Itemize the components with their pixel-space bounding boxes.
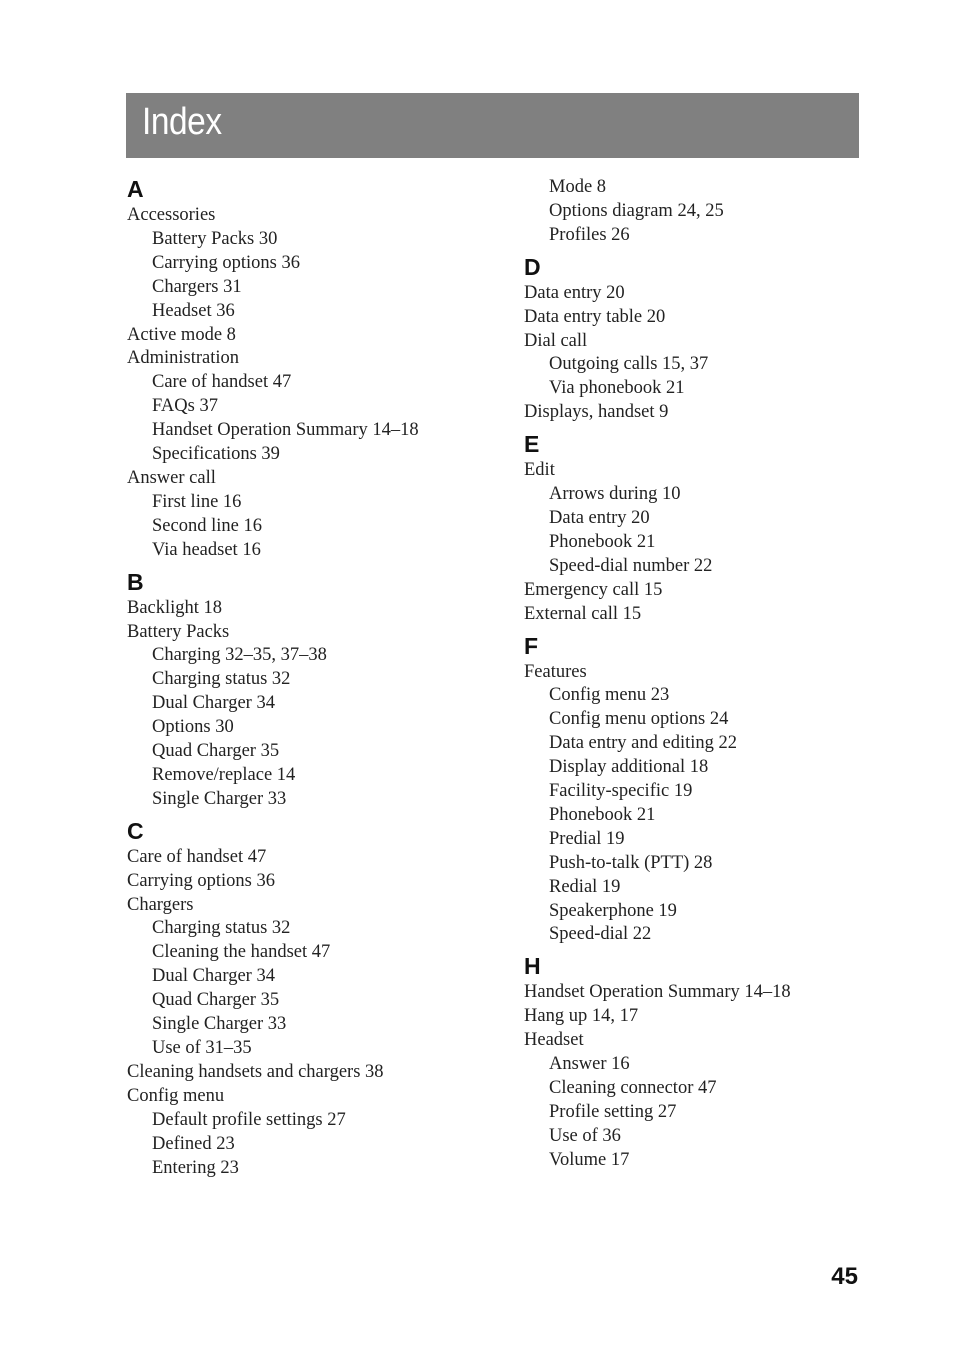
index-subentry: Dual Charger 34 bbox=[152, 966, 275, 987]
index-entry: Features bbox=[524, 661, 587, 682]
page-number: 45 bbox=[831, 1263, 858, 1290]
index-subentry: Handset Operation Summary 14–18 bbox=[152, 420, 419, 441]
index-entry: Backlight 18 bbox=[127, 597, 223, 618]
index-subentry: Speed-dial 22 bbox=[549, 924, 652, 945]
index-entry: Cleaning handsets and chargers 38 bbox=[127, 1061, 384, 1082]
index-subentry: Second line 16 bbox=[152, 515, 262, 536]
index-entry: Accessories bbox=[127, 205, 216, 225]
index-entry: Edit bbox=[524, 460, 555, 481]
section-letter: B bbox=[127, 568, 144, 595]
section-letter: H bbox=[524, 953, 541, 980]
index-subentry: Chargers 31 bbox=[152, 276, 242, 297]
index-subentry: Profiles 26 bbox=[549, 224, 630, 245]
index-subentry: Quad Charger 35 bbox=[152, 741, 280, 762]
index-entry: Handset Operation Summary 14–18 bbox=[524, 982, 791, 1003]
index-subentry: Dual Charger 34 bbox=[152, 693, 275, 714]
index-subentry: Cleaning the handset 47 bbox=[152, 942, 331, 963]
index-subentry: Headset 36 bbox=[152, 300, 235, 321]
index-entry: External call 15 bbox=[524, 603, 642, 624]
index-column-right bbox=[524, 176, 924, 1173]
index-subentry: Charging 32–35, 37–38 bbox=[152, 645, 327, 666]
index-subentry: Volume 17 bbox=[549, 1149, 630, 1170]
index-subentry: FAQs 37 bbox=[152, 396, 218, 417]
index-entry: Displays, handset 9 bbox=[524, 402, 669, 423]
index-entry: Emergency call 15 bbox=[524, 579, 663, 600]
index-subentry: Outgoing calls 15, 37 bbox=[549, 354, 709, 375]
index-entry: Administration bbox=[127, 348, 240, 369]
section-letter: D bbox=[524, 253, 541, 280]
index-subentry: Quad Charger 35 bbox=[152, 990, 280, 1011]
index-entry: Hang up 14, 17 bbox=[524, 1006, 639, 1027]
index-subentry: Via phonebook 21 bbox=[549, 378, 685, 399]
index-subentry: First line 16 bbox=[152, 491, 242, 512]
index-subentry: Predial 19 bbox=[549, 828, 625, 849]
index-entry: Care of handset 47 bbox=[127, 846, 267, 867]
index-subentry: Single Charger 33 bbox=[152, 1014, 287, 1035]
index-subentry: Speed-dial number 22 bbox=[549, 555, 713, 576]
index-subentry: Specifications 39 bbox=[152, 444, 280, 465]
index-subentry: Data entry and editing 22 bbox=[549, 733, 738, 754]
index-subentry: Mode 8 bbox=[549, 177, 607, 197]
index-subentry: Via headset 16 bbox=[152, 539, 261, 560]
index-subentry: Charging status 32 bbox=[152, 669, 291, 690]
index-entry: Data entry table 20 bbox=[524, 306, 666, 327]
index-entry: Active mode 8 bbox=[127, 324, 236, 345]
index-subentry: Redial 19 bbox=[549, 876, 621, 897]
index-subentry: Defined 23 bbox=[152, 1133, 235, 1154]
index-subentry: Options 30 bbox=[152, 717, 234, 738]
index-subentry: Battery Packs 30 bbox=[152, 228, 278, 249]
index-subentry: Use of 36 bbox=[549, 1125, 621, 1146]
index-subentry: Push-to-talk (PTT) 28 bbox=[549, 852, 713, 873]
index-subentry: Phonebook 21 bbox=[549, 531, 656, 552]
index-subentry: Config menu options 24 bbox=[549, 709, 729, 730]
index-subentry: Single Charger 33 bbox=[152, 788, 287, 809]
index-subentry: Remove/replace 14 bbox=[152, 764, 296, 785]
index-entry: Headset bbox=[524, 1030, 584, 1051]
index-entry: Answer call bbox=[127, 467, 216, 488]
index-subentry: Phonebook 21 bbox=[549, 804, 656, 825]
index-subentry: Data entry 20 bbox=[549, 507, 650, 528]
index-subentry: Entering 23 bbox=[152, 1157, 239, 1178]
index-subentry: Charging status 32 bbox=[152, 918, 291, 939]
index-entry: Data entry 20 bbox=[524, 282, 625, 303]
index-subentry: Default profile settings 27 bbox=[152, 1109, 346, 1130]
section-letter: E bbox=[524, 431, 540, 458]
page-title: Index bbox=[142, 101, 222, 143]
index-entry: Chargers bbox=[127, 894, 194, 915]
index-column-left bbox=[127, 176, 527, 1180]
index-subentry: Answer 16 bbox=[549, 1054, 630, 1075]
index-subentry: Use of 31–35 bbox=[152, 1038, 252, 1058]
index-subentry: Display additional 18 bbox=[549, 757, 709, 778]
index-title-bar bbox=[126, 93, 859, 158]
index-entry: Carrying options 36 bbox=[127, 870, 275, 891]
section-letter: F bbox=[524, 632, 539, 659]
section-letter: C bbox=[127, 817, 144, 844]
index-entry: Battery Packs bbox=[127, 621, 230, 642]
index-subentry: Profile setting 27 bbox=[549, 1101, 677, 1122]
section-letter: A bbox=[127, 176, 144, 202]
index-subentry: Arrows during 10 bbox=[549, 484, 681, 505]
index-subentry: Care of handset 47 bbox=[152, 372, 292, 393]
index-subentry: Cleaning connector 47 bbox=[549, 1078, 717, 1098]
index-subentry: Options diagram 24, 25 bbox=[549, 200, 724, 221]
index-subentry: Config menu 23 bbox=[549, 685, 670, 706]
index-subentry: Carrying options 36 bbox=[152, 252, 300, 273]
index-entry: Config menu bbox=[127, 1085, 225, 1106]
index-subentry: Facility-specific 19 bbox=[549, 781, 693, 802]
index-entry: Dial call bbox=[524, 330, 588, 351]
index-subentry: Speakerphone 19 bbox=[549, 900, 677, 921]
